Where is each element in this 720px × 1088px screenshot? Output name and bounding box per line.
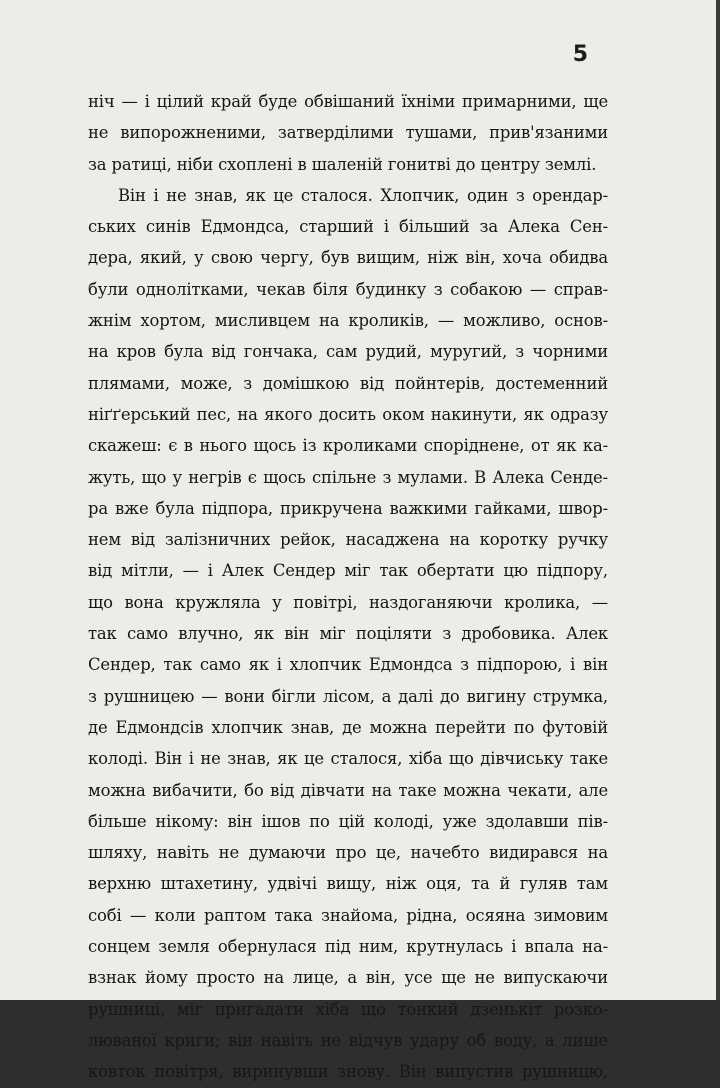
text-line: на кров була від гончака, сам рудий, муругий, з чорними [88,342,608,362]
text-line: люваної криги; він навіть не відчув удару об воду, а лише [88,1030,608,1050]
text-line: рушниці, міг пригадати хіба що тонкий дзенькіт розко- [88,999,608,1019]
text-line: Сендер, так само як і хлопчик Едмондса з підпорою, і він [88,655,608,675]
page-number: 5 [572,42,588,67]
text-line: жнім хортом, мисливцем на кроликів, — можливо, основ- [88,311,608,331]
text-line: плямами, може, з домішкою від пойнтерів, достеменний [88,373,608,393]
text-line: скажеш: є в нього щось із кроликами споріднене, от як ка- [88,436,608,456]
text-line: можна вибачити, бо від дівчати на таке можна чекати, але [88,780,608,800]
text-line: взнак йому просто на лице, а він, усе ще не випускаючи [88,968,608,988]
text-line: від мітли, — і Алек Сендер міг так обертати цю підпору, [88,561,608,581]
text-line: колоді. Він і не знав, як це сталося, хіба що дівчиську таке [88,749,608,769]
text-line: ра вже була підпора, прикручена важкими гайками, швор- [88,498,608,518]
text-line: де Едмондсів хлопчик знав, де можна перейти по футовій [88,717,608,737]
text-line: що вона кружляла у повітрі, наздоганяючи кролика, — [88,592,608,612]
text-line: були однолітками, чекав біля будинку з собакою — справ- [88,279,608,299]
text-line: верхню штахетину, удвічі вищу, ніж оця, та й гуляв там [88,874,608,894]
text-line: більше нікому: він ішов по цій колоді, уже здолавши пів- [88,811,608,831]
text-line: сонцем земля обернулася під ним, крутнулась і впала на- [88,937,608,957]
text-line: шляху, навіть не думаючи про це, начебто видирався на [88,843,608,863]
text-line: ських синів Едмондса, старший і більший за Алека Сен- [88,217,608,237]
page-edge-shadow [716,0,720,1000]
text-line: Він і не знав, як це сталося. Хлопчик, один з орендар- [118,185,608,205]
text-line: нем від залізничних рейок, насаджена на коротку ручку [88,530,608,550]
text-line: ніч — і цілий край буде обвішаний їхніми примарними, ще [88,92,608,111]
text-line: жуть, що у негрів є щось спільне з мулами. В Алека Сенде- [88,467,608,487]
text-line: з рушницею — вони бігли лісом, а далі до вигину струмка, [88,686,608,706]
text-line: собі — коли раптом така знайома, рідна, осяяна зимовим [88,905,608,925]
text-line: дера, який, у свою чергу, був вищим, ніж він, хоча обидва [88,248,608,268]
text-line: за ратиці, ніби схоплені в шаленій гонитві до центру землі. [88,154,597,174]
text-line: не випорожненими, затверділими тушами, прив'язаними [88,123,608,143]
text-line: ніґґерський пес, на якого досить оком накинути, як одразу [88,404,608,424]
text-line: ковток повітря, виринувши знову. Він випустив рушницю, [88,1062,608,1082]
text-line: так само влучно, як він міг поціляти з дробовика. Алек [88,624,608,644]
body-text [88,86,608,1088]
